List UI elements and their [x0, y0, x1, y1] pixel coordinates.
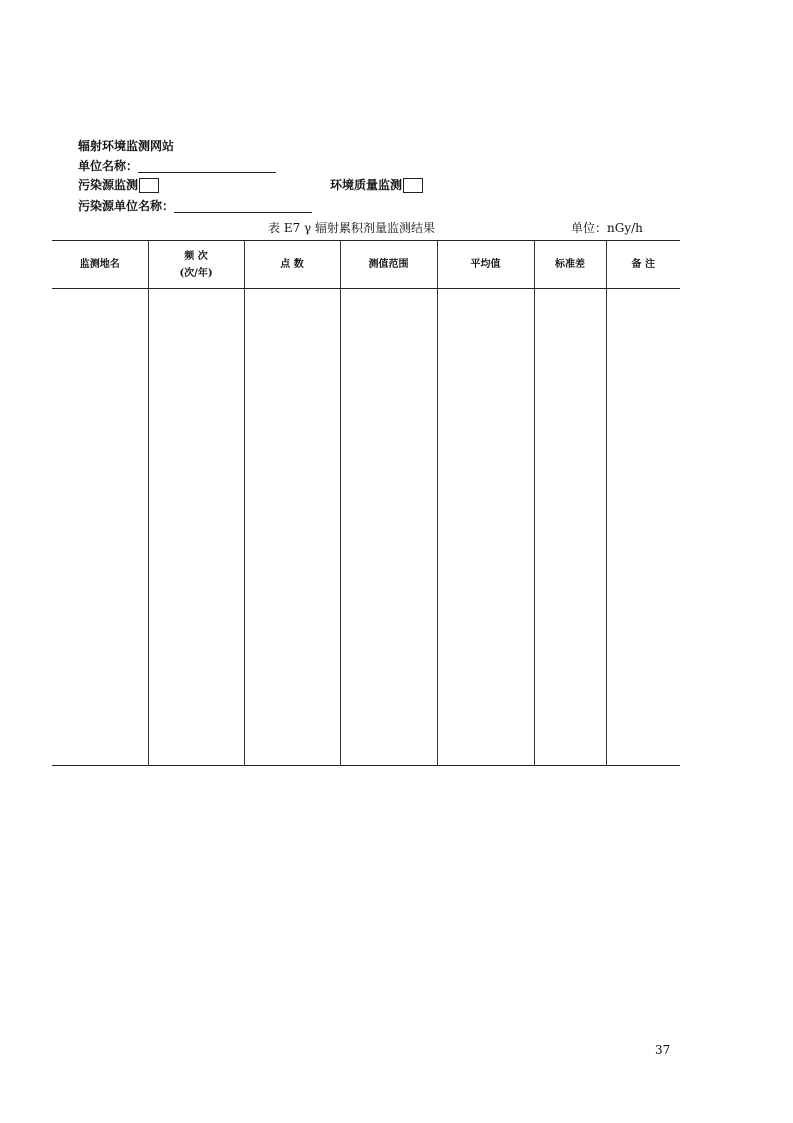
cell-std-dev[interactable] — [534, 289, 606, 766]
unit-name-label: 单位名称： — [78, 159, 139, 173]
pollution-source-unit-name-row — [78, 199, 312, 213]
cell-frequency[interactable] — [148, 289, 244, 766]
column-header-std-dev-label: 标准差 — [555, 259, 585, 270]
column-header-remarks — [606, 241, 680, 289]
pollution-source-monitoring-row — [78, 178, 159, 193]
column-header-frequency-label: 频 次 — [184, 250, 208, 262]
table-body-row — [52, 289, 680, 766]
table-unit: 单位：nGy/h — [571, 221, 643, 235]
pollution-source-unit-name-label: 污染源单位名称： — [78, 199, 175, 213]
column-header-frequency-unit: (次/年) — [179, 267, 213, 279]
cell-remarks[interactable] — [606, 289, 680, 766]
column-header-point-count — [244, 241, 340, 289]
column-header-mean-label: 平均值 — [470, 259, 501, 270]
table-title: 表 E7 γ 辐射累积剂量监测结果 — [268, 221, 436, 235]
column-header-frequency — [148, 241, 244, 289]
column-header-location — [52, 241, 148, 289]
column-header-location-label: 监测地名 — [79, 259, 120, 270]
cell-mean[interactable] — [437, 289, 534, 766]
cell-location[interactable] — [52, 289, 148, 766]
column-header-remarks-label: 备 注 — [631, 259, 655, 270]
environmental-quality-monitoring-checkbox[interactable] — [403, 178, 423, 193]
pollution-source-monitoring-checkbox[interactable] — [139, 178, 159, 193]
monitoring-results-table — [52, 240, 680, 766]
table-header-row — [52, 241, 680, 289]
cell-value-range[interactable] — [340, 289, 437, 766]
unit-name-row — [78, 159, 276, 173]
environmental-quality-monitoring-row — [330, 178, 423, 193]
column-header-value-range-label: 测值范围 — [368, 259, 409, 270]
column-header-point-count-label: 点 数 — [280, 259, 304, 270]
page-number: 37 — [655, 1043, 671, 1057]
unit-name-field[interactable] — [138, 160, 276, 173]
cell-point-count[interactable] — [244, 289, 340, 766]
pollution-source-monitoring-label: 污染源监测 — [78, 178, 139, 192]
column-header-std-dev — [534, 241, 606, 289]
column-header-value-range — [340, 241, 437, 289]
environmental-quality-monitoring-label: 环境质量监测 — [330, 178, 403, 192]
pollution-source-unit-name-field[interactable] — [174, 200, 312, 213]
column-header-mean — [437, 241, 534, 289]
network-station-title: 辐射环境监测网站 — [78, 139, 175, 153]
